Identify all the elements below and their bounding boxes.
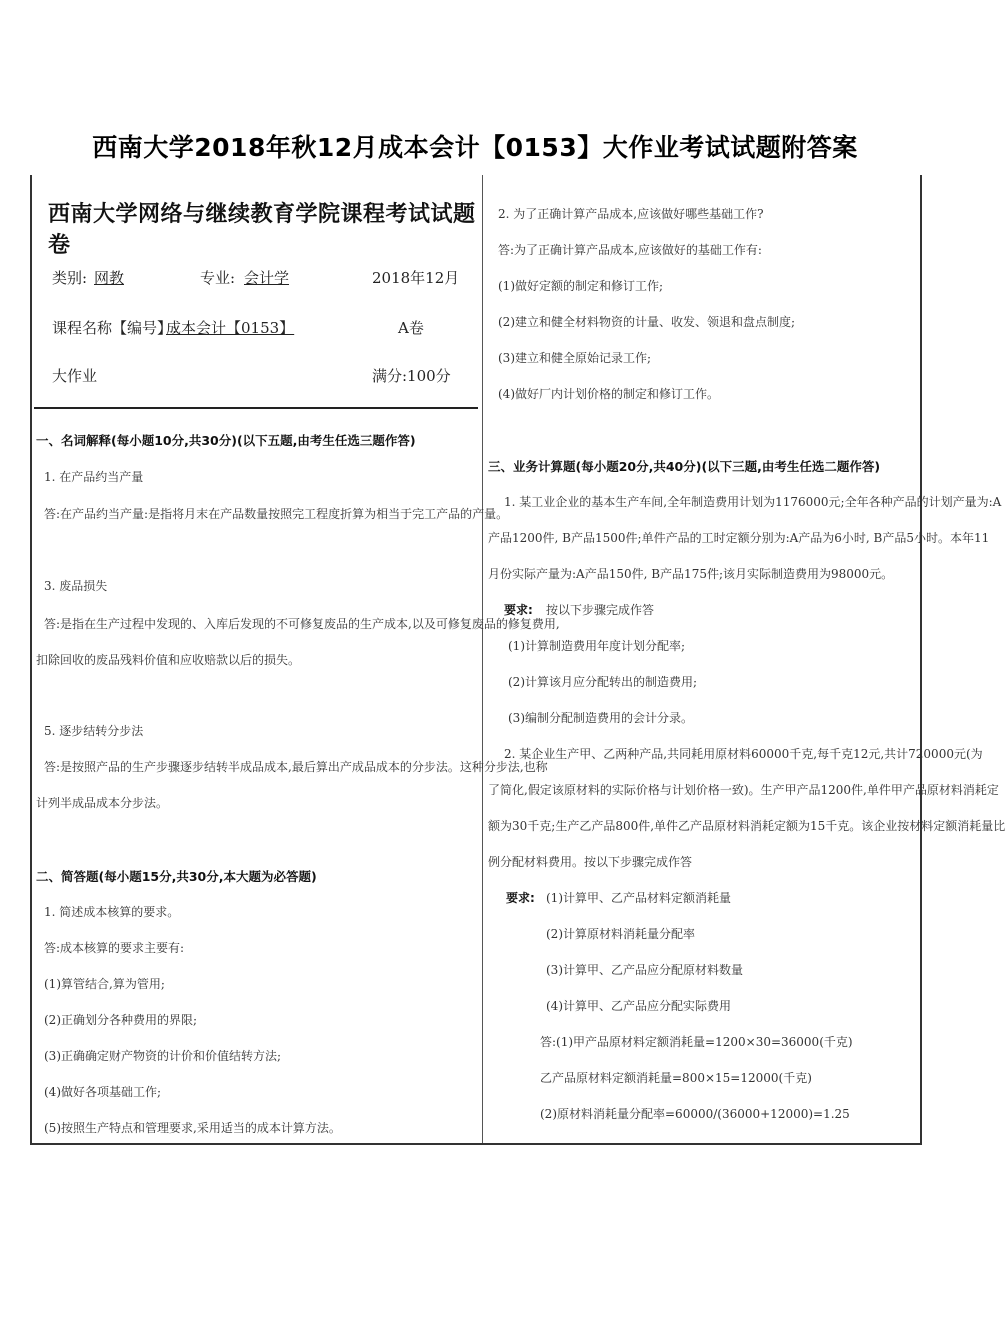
s2-answer-1: 答:成本核算的要求主要有: [44, 941, 185, 955]
section2-title: 二、简答题(每小题15分,共30分,本大题为必答题) [36, 869, 317, 884]
s2-point-2: (2)正确划分各种费用的界限; [44, 1013, 198, 1027]
s3-req1-step3: (3)编制分配制造费用的会计分录。 [508, 711, 693, 725]
full-score: 满分:100分 [372, 367, 451, 385]
category-label: 类别: [52, 269, 88, 287]
s3-req2-label: 要求: [506, 891, 535, 905]
s3-answer-line1: 答:(1)甲产品原材料定额消耗量=1200×30=36000(千克) [540, 1035, 853, 1049]
major-value: 会计学 [244, 269, 290, 287]
s1-question-1: 1. 在产品约当产量 [44, 470, 144, 484]
s3-req2-step3: (3)计算甲、乙产品应分配原材料数量 [546, 963, 743, 977]
s1-answer-5-line1: 答:是按照产品的生产步骤逐步结转半成品成本,最后算出产成品成本的分步法。这种分步法,也称 [44, 760, 548, 774]
section1-title: 一、名词解释(每小题10分,共30分)(以下五题,由考生任选三题作答) [36, 433, 416, 448]
s3-answer-line2: 乙产品原材料定额消耗量=800×15=12000(千克) [540, 1071, 812, 1085]
s3-q2-line4: 例分配材料费用。按以下步骤完成作答 [488, 855, 693, 869]
s3-req1-step1: (1)计算制造费用年度计划分配率; [508, 639, 686, 653]
major-label: 专业: [200, 269, 236, 287]
document-title: 西南大学2018年秋12月成本会计【0153】大作业考试试题附答案 [92, 133, 858, 162]
s3-q2-line2: 了简化,假定该原材料的实际价格与计划价格一致)。生产甲产品1200件,单件甲产品原材料消耗定 [488, 783, 999, 797]
r-point-1: (1)做好定额的制定和修订工作; [498, 279, 664, 293]
s2-point-3: (3)正确确定财产物资的计价和价值结转方法; [44, 1049, 282, 1063]
s3-req1-text: 按以下步骤完成作答 [546, 603, 655, 617]
s3-req2-step4: (4)计算甲、乙产品应分配实际费用 [546, 999, 731, 1013]
s1-question-5: 5. 逐步结转分步法 [44, 724, 144, 738]
s3-req2-step1: (1)计算甲、乙产品材料定额消耗量 [546, 891, 731, 905]
paper-version: A卷 [398, 319, 424, 337]
header-rule [34, 407, 478, 409]
column-divider [482, 175, 483, 1143]
s3-q2-line3: 额为30千克;生产乙产品800件,单件乙产品原材料消耗定额为15千克。该企业按材料定额消耗量比 [488, 819, 1005, 833]
s2-point-1: (1)算管结合,算为管用; [44, 977, 165, 991]
s3-q1-line2: 产品1200件, B产品1500件;单件产品的工时定额分别为:A产品为6小时, B产品5小时。本年11 [488, 531, 990, 545]
s3-req1-label: 要求: [504, 603, 533, 617]
s3-q2-line1: 2. 某企业生产甲、乙两种产品,共同耗用原材料60000千克,每千克12元,共计720000元(为 [504, 747, 983, 761]
course-label: 课程名称【编号】: [52, 319, 178, 337]
r-point-2: (2)建立和健全材料物资的计量、收发、领退和盘点制度; [498, 315, 796, 329]
exam-sheet [30, 175, 1005, 1145]
s3-q1-line3: 月份实际产量为:A产品150件, B产品175件;该月实际制造费用为98000元。 [488, 567, 894, 581]
r-point-3: (3)建立和健全原始记录工作; [498, 351, 652, 365]
s3-req2-step2: (2)计算原材料消耗量分配率 [546, 927, 695, 941]
s3-q1-line1: 1. 某工业企业的基本生产车间,全年制造费用计划为1176000元;全年各种产品的计划产量为:A [504, 495, 1002, 509]
category-value: 网教 [94, 269, 125, 287]
r-point-4: (4)做好厂内计划价格的制定和修订工作。 [498, 387, 719, 401]
s3-req1-step2: (2)计算该月应分配转出的制造费用; [508, 675, 698, 689]
exam-title: 西南大学网络与继续教育学院课程考试试题卷 [48, 202, 476, 258]
course-value: 成本会计【0153】 [166, 319, 295, 337]
s1-answer-5-line2: 计列半成品成本分步法。 [36, 796, 169, 810]
s1-answer-3-line1: 答:是指在生产过程中发现的、入库后发现的不可修复废品的生产成本,以及可修复废品的修复费用, [44, 617, 560, 631]
s1-answer-3-line2: 扣除回收的废品残料价值和应收赔款以后的损失。 [36, 653, 301, 667]
exam-type: 大作业 [52, 367, 98, 385]
s2-point-4: (4)做好各项基础工作; [44, 1085, 162, 1099]
section3-title: 三、业务计算题(每小题20分,共40分)(以下三题,由考生任选二题作答) [488, 459, 881, 474]
s2-question-1: 1. 简述成本核算的要求。 [44, 905, 180, 919]
r-answer-2: 答:为了正确计算产品成本,应该做好的基础工作有: [498, 243, 762, 257]
exam-date: 2018年12月 [372, 269, 460, 287]
s1-question-3: 3. 废品损失 [44, 579, 108, 593]
r-question-2: 2. 为了正确计算产品成本,应该做好哪些基础工作? [498, 207, 764, 221]
s1-answer-1: 答:在产品约当产量:是指将月末在产品数量按照完工程度折算为相当于完工产品的产量。 [44, 507, 509, 521]
s3-answer-line3: (2)原材料消耗量分配率=60000/(36000+12000)=1.25 [540, 1107, 850, 1121]
s2-point-5: (5)按照生产特点和管理要求,采用适当的成本计算方法。 [44, 1121, 341, 1135]
